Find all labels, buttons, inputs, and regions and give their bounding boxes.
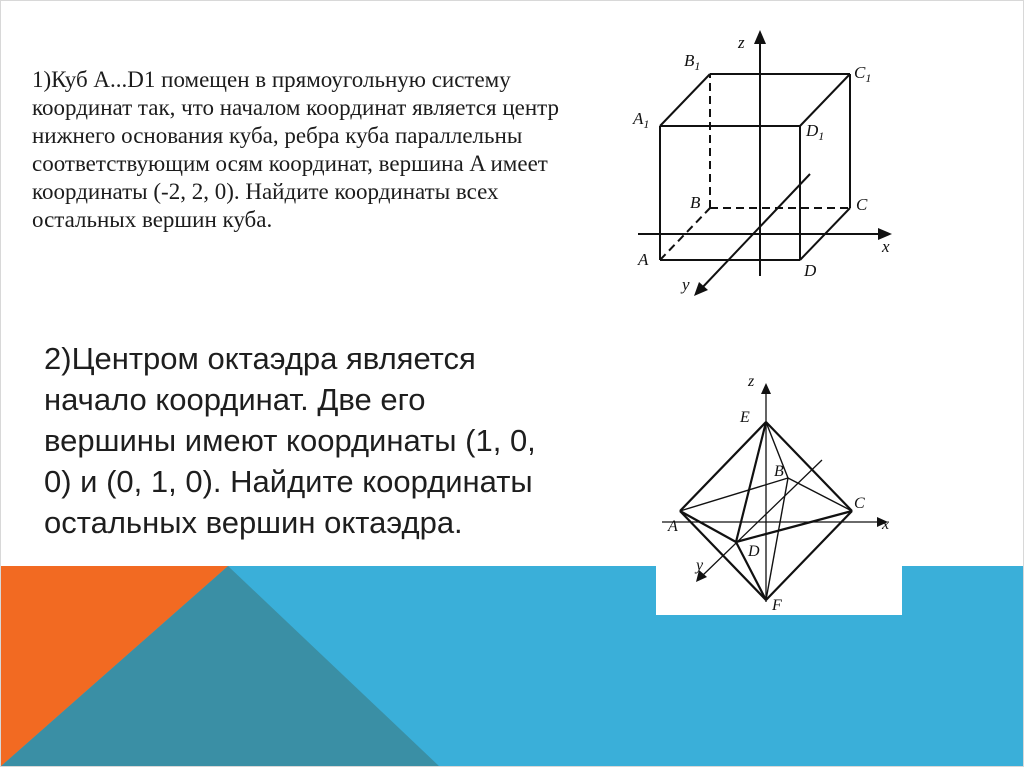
- edge-A1-B1: [660, 74, 710, 126]
- label-A: A: [668, 518, 678, 535]
- cube-figure: [620, 28, 910, 298]
- edge-D1-C1: [800, 74, 850, 126]
- label-D: D: [804, 261, 817, 280]
- task1-text: 1)Куб A...D1 помещен в прямоугольную систему координат так, что началом координат является центр нижнего основания куба, ребра куба параллельны соответствующим осям координат, вершина A имеет координаты (-2, 2, 0). Найдите координаты всех остальных вершин куба.: [32, 67, 560, 232]
- label-y: y: [696, 557, 704, 574]
- task2-text: 2)Центром октаэдра является начало координат. Две его вершины имеют координаты (1, 0, 0) и (0, 1, 0). Найдите координаты остальных вершин октаэдра.: [44, 341, 536, 540]
- label-z: z: [738, 33, 745, 52]
- label-z: z: [748, 373, 755, 390]
- label-x: x: [882, 516, 890, 533]
- label-A: A: [638, 250, 649, 269]
- label-B: B: [774, 463, 784, 480]
- label-C: C: [854, 495, 865, 512]
- z-axis-arrow: [754, 30, 766, 44]
- label-y: y: [682, 275, 690, 294]
- octahedron-figure: [656, 366, 902, 615]
- label-D: D: [748, 543, 760, 560]
- label-F: F: [772, 597, 782, 614]
- label-E: E: [740, 409, 750, 426]
- label-C1: $C_1$: [854, 63, 872, 85]
- label-C: C: [856, 195, 868, 214]
- label-x: x: [882, 237, 890, 256]
- label-B: B: [690, 193, 701, 212]
- label-D1: $D_1$: [806, 121, 825, 143]
- label-A1: $A_1$: [633, 109, 650, 131]
- label-B1: $B_1$: [684, 51, 701, 73]
- y-axis: [700, 174, 810, 290]
